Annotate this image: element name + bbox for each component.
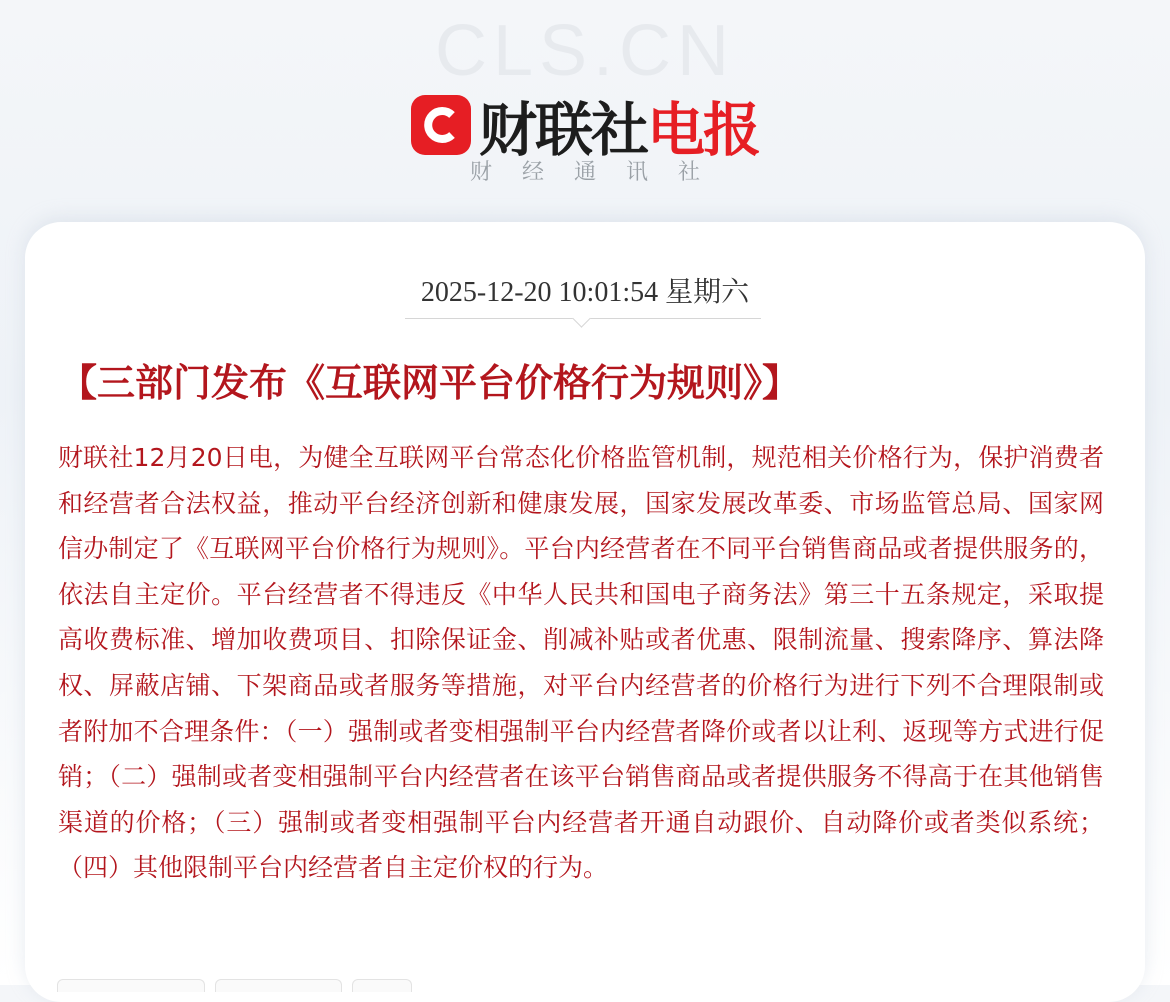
brand-name-black: 财联社 — [478, 96, 647, 164]
tag-chip[interactable] — [215, 979, 342, 992]
tag-chip[interactable] — [57, 979, 205, 992]
c-logo-icon — [411, 95, 471, 155]
brand-name-red: 电报 — [647, 96, 760, 164]
divider-caret-icon — [572, 309, 590, 327]
tagline: 财经通讯社 — [469, 160, 730, 185]
masthead — [0, 0, 1170, 230]
watermark: CLS.CN — [434, 11, 736, 91]
tag-chip[interactable] — [352, 979, 412, 992]
publish-datetime: 2025-12-20 10:01:54 星期六 — [420, 277, 750, 308]
article-card — [25, 222, 1145, 1002]
article-headline: 【三部门发布《互联网平台价格行为规则》】 — [59, 360, 801, 405]
article-body: 财联社12月20日电，为健全互联网平台常态化价格监管机制，规范相关价格行为，保护消费者和经营者合法权益，推动平台经济创新和健康发展，国家发展改革委、市场监管总局、国家网信办制定了《互联网平台价格行为规则》。平台内经营者在不同平台销售商品或者提供服务的，依法自主定价。平台经营者不得违反《中华人民共和国电子商务法》第三十五条规定，采取提高收费标准、增加收费项目、扣除保证金、削减补贴或者优惠、限制流量、搜索降序、算法降权、屏蔽店铺、下架商品或者服务等措施，对平台内经营者的价格行为进行下列不合理限制或者附加不合理条件：（一）强制或者变相强制平台内经营者降价或者以让利、返现等方式进行促销；（二）强制或者变相强制平台内经营者在该平台销售商品或者提供服务不得高于在其他销售渠道的价格；（三）强制或者变相强制平台内经营者开通自动跟价、自动降价或者类似系统；（四）其他限制平台内经营者自主定价权的行为。 — [58, 443, 1104, 883]
